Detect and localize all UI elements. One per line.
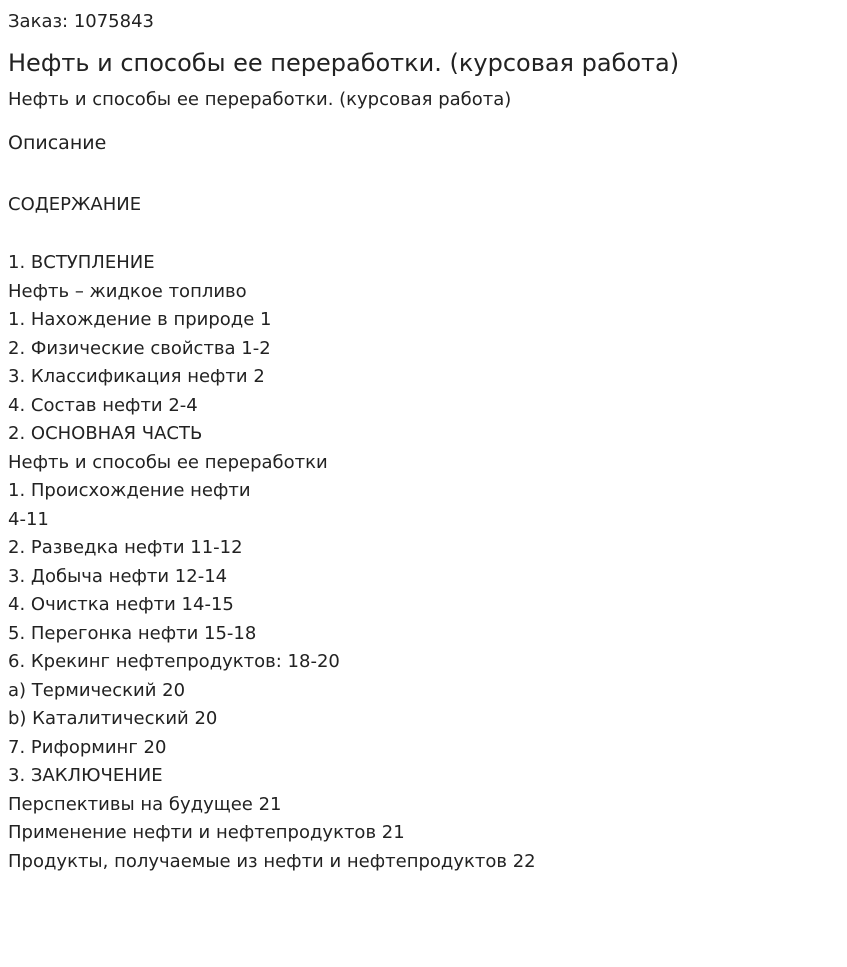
toc-item: 1. Происхождение нефти xyxy=(8,480,251,501)
toc-item: 4-11 xyxy=(8,508,49,530)
toc-item: 2. ОСНОВНАЯ ЧАСТЬ xyxy=(8,423,203,444)
toc-item: Нефть и способы ее переработки xyxy=(8,451,328,473)
toc-item: Перспективы на будущее 21 xyxy=(8,793,282,815)
description-heading: Описание xyxy=(8,132,107,154)
toc-item: Нефть – жидкое топливо xyxy=(8,280,247,302)
toc-item: 3. Классификация нефти 2 xyxy=(8,366,265,387)
order-number: Заказ: 1075843 xyxy=(8,11,154,32)
table-of-contents xyxy=(8,249,536,876)
toc-item: 4. Состав нефти 2-4 xyxy=(8,394,198,416)
toc-item: 2. Разведка нефти 11-12 xyxy=(8,537,243,558)
page-subtitle: Нефть и способы ее переработки. (курсовая работа) xyxy=(8,89,512,110)
toc-item: 5. Перегонка нефти 15-18 xyxy=(8,622,257,644)
toc-item: 2. Физические свойства 1-2 xyxy=(8,337,271,359)
toc-item: 4. Очистка нефти 14-15 xyxy=(8,594,234,615)
toc-item: 3. Добыча нефти 12-14 xyxy=(8,565,228,587)
toc-item: Продукты, получаемые из нефти и нефтепродуктов 22 xyxy=(8,850,536,872)
toc-item: 1. ВСТУПЛЕНИЕ xyxy=(8,252,155,273)
toc-item: 7. Риформинг 20 xyxy=(8,736,167,758)
toc-item: b) Каталитический 20 xyxy=(8,708,218,729)
contents-heading: СОДЕРЖАНИЕ xyxy=(8,194,142,215)
toc-item: 1. Нахождение в природе 1 xyxy=(8,309,272,330)
toc-item: a) Термический 20 xyxy=(8,679,186,701)
toc-item: 3. ЗАКЛЮЧЕНИЕ xyxy=(8,765,163,786)
toc-item: 6. Крекинг нефтепродуктов: 18-20 xyxy=(8,651,340,672)
toc-item: Применение нефти и нефтепродуктов 21 xyxy=(8,822,405,843)
page-title: Нефть и способы ее переработки. (курсовая работа) xyxy=(8,49,680,77)
